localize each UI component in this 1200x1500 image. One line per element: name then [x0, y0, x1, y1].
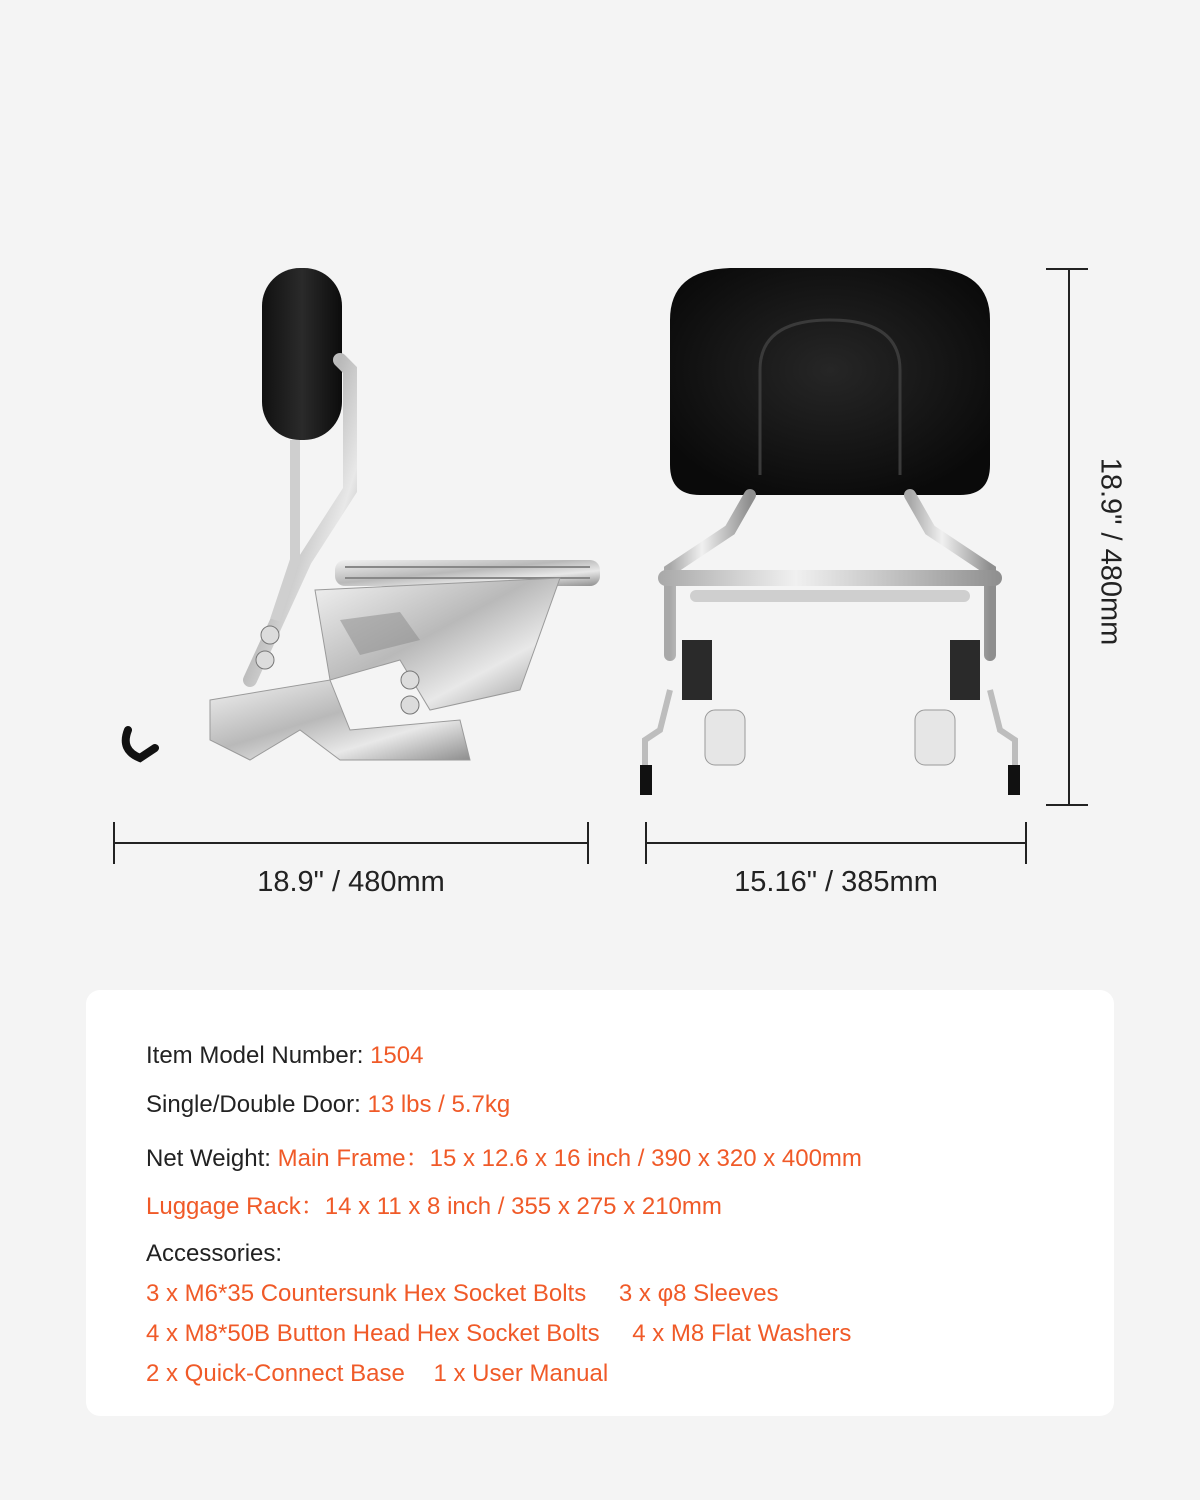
net-weight-row — [146, 1138, 862, 1173]
accessories-heading: Accessories: — [146, 1240, 283, 1267]
side-width-left-tick — [113, 822, 115, 864]
accessories-line-2 — [146, 1320, 851, 1348]
door-row — [146, 1091, 510, 1119]
front-width-label: 15.16" / 385mm — [734, 866, 938, 898]
accessory-item: 1 x User Manual — [433, 1360, 609, 1387]
model-number-row — [146, 1042, 423, 1070]
side-view-image — [100, 260, 620, 780]
accessories-line-3 — [146, 1360, 608, 1388]
spec-card — [86, 990, 1114, 1416]
height-label: 18.9" / 480mm — [1094, 457, 1127, 646]
net-weight-label: Net Weight: — [146, 1145, 271, 1172]
door-value: 13 lbs / 5.7kg — [367, 1091, 511, 1118]
front-width-left-tick — [645, 822, 647, 864]
side-width-dimension-line — [114, 842, 588, 844]
accessory-item: 3 x φ8 Sleeves — [618, 1280, 779, 1307]
accessory-item: 3 x M6*35 Countersunk Hex Socket Bolts — [146, 1280, 587, 1307]
model-number-value: 1504 — [370, 1042, 424, 1069]
luggage-rack-row — [146, 1186, 722, 1221]
height-dimension-line — [1068, 268, 1070, 805]
accessory-item: 4 x M8*50B Button Head Hex Socket Bolts — [146, 1320, 600, 1347]
front-width-right-tick — [1025, 822, 1027, 864]
height-bottom-tick — [1046, 804, 1088, 806]
accessory-item: 2 x Quick-Connect Base — [146, 1360, 405, 1387]
door-label: Single/Double Door: — [146, 1091, 361, 1118]
front-width-dimension-line — [646, 842, 1026, 844]
model-number-label: Item Model Number: — [146, 1042, 364, 1069]
luggage-rack-value: Luggage Rack：14 x 11 x 8 inch / 355 x 275 x 210mm — [146, 1193, 722, 1220]
side-width-right-tick — [587, 822, 589, 864]
front-view-image — [630, 260, 1050, 805]
side-width-label: 18.9" / 480mm — [257, 866, 445, 898]
accessories-line-1 — [146, 1280, 779, 1308]
height-top-tick — [1046, 268, 1088, 270]
accessory-item: 4 x M8 Flat Washers — [632, 1320, 852, 1347]
main-frame-value: Main Frame：15 x 12.6 x 16 inch / 390 x 320 x 400mm — [277, 1145, 862, 1172]
